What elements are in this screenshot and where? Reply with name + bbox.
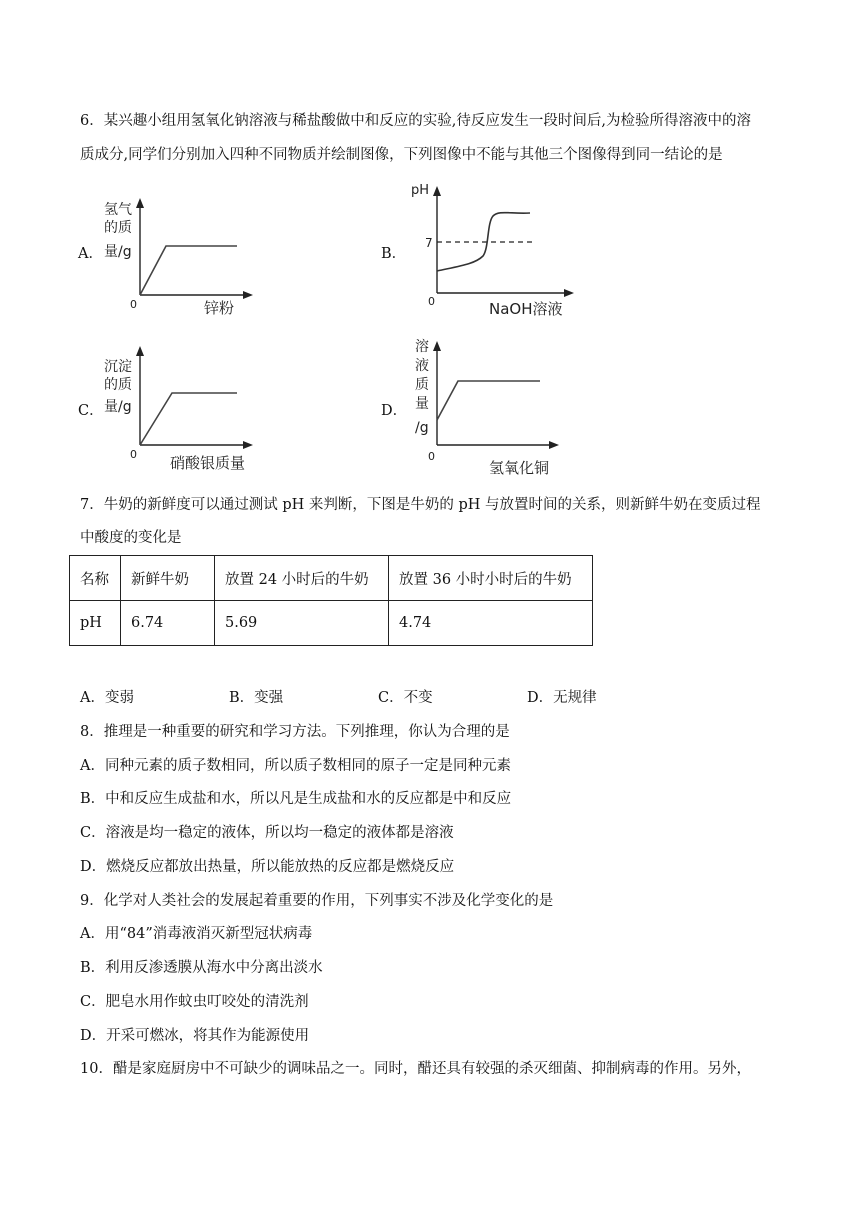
chart-d-ylabel-4: 量 bbox=[415, 396, 429, 412]
q9-option-c: C．肥皂水用作蚊虫叮咬处的清洗剂 bbox=[80, 994, 309, 1010]
table-cell: 放置 24 小时后的牛奶 bbox=[215, 556, 389, 601]
chart-a-origin: 0 bbox=[130, 298, 137, 311]
chart-b-y-arrow bbox=[433, 186, 441, 196]
table-header-row bbox=[70, 556, 593, 601]
chart-a-ylabel-2: 的质 bbox=[104, 220, 132, 236]
q7-option-d: D．无规律 bbox=[527, 690, 597, 706]
q8-option-d: D．燃烧反应都放出热量，所以能放热的反应都是燃烧反应 bbox=[80, 859, 455, 875]
chart-c bbox=[100, 340, 260, 475]
q8-option-b: B．中和反应生成盐和水，所以凡是生成盐和水的反应都是中和反应 bbox=[80, 791, 512, 807]
chart-d-curve bbox=[437, 381, 540, 420]
q6-stem-line1: 6．某兴趣小组用氢氧化钠溶液与稀盐酸做中和反应的实验,待反应发生一段时间后,为检验所得溶液中的溶 bbox=[80, 113, 751, 129]
chart-b-origin: 0 bbox=[428, 295, 435, 308]
chart-d-origin: 0 bbox=[428, 450, 435, 463]
q7-option-c: C．不变 bbox=[378, 690, 433, 706]
option-a-label: A． bbox=[78, 246, 103, 262]
q7-ph-table bbox=[69, 555, 593, 646]
chart-a bbox=[100, 195, 260, 320]
chart-c-xlabel: 硝酸银质量 bbox=[170, 454, 246, 472]
chart-b-ylabel: pH bbox=[411, 183, 430, 198]
table-cell: 放置 36 小时小时后的牛奶 bbox=[389, 556, 593, 601]
q9-option-b: B．利用反渗透膜从海水中分离出淡水 bbox=[80, 960, 323, 976]
q8-option-a: A．同种元素的质子数相同，所以质子数相同的原子一定是同种元素 bbox=[80, 758, 511, 774]
chart-c-ylabel-1: 沉淀 bbox=[104, 359, 132, 375]
table-cell: 名称 bbox=[70, 556, 121, 601]
option-d-label: D． bbox=[381, 403, 408, 419]
q6-stem-line2: 质成分,同学们分别加入四种不同物质并绘制图像，下列图像中不能与其他三个图像得到同一结论的是 bbox=[80, 147, 723, 163]
chart-c-origin: 0 bbox=[130, 448, 137, 461]
table-cell: 新鲜牛奶 bbox=[121, 556, 215, 601]
chart-b bbox=[405, 178, 580, 320]
chart-a-ylabel-3: 量/g bbox=[104, 244, 132, 260]
chart-d-ylabel-3: 质 bbox=[415, 377, 429, 393]
q8-stem: 8．推理是一种重要的研究和学习方法。下列推理，你认为合理的是 bbox=[80, 724, 510, 740]
q7-stem-line1: 7．牛奶的新鲜度可以通过测试 pH 来判断，下图是牛奶的 pH 与放置时间的关系，则新鲜牛奶在变质过程 bbox=[80, 497, 761, 513]
chart-c-ylabel-3: 量/g bbox=[104, 399, 132, 415]
q10-stem-line1: 10．醋是家庭厨房中不可缺少的调味品之一。同时，醋还具有较强的杀灭细菌、抑制病毒的作用。另外， bbox=[80, 1061, 751, 1077]
chart-c-curve bbox=[140, 393, 237, 445]
q9-stem: 9．化学对人类社会的发展起着重要的作用，下列事实不涉及化学变化的是 bbox=[80, 893, 554, 909]
chart-a-curve bbox=[140, 246, 237, 295]
option-b-label: B． bbox=[381, 246, 407, 262]
chart-d-xlabel: 氢氧化铜 bbox=[489, 459, 550, 477]
q8-option-c: C．溶液是均一稳定的液体，所以均一稳定的液体都是溶液 bbox=[80, 825, 454, 841]
chart-d-ylabel-1: 溶 bbox=[415, 339, 429, 355]
chart-a-x-arrow bbox=[243, 291, 253, 299]
chart-a-y-arrow bbox=[136, 198, 144, 208]
q7-option-b: B．变强 bbox=[229, 690, 284, 706]
table-cell: 6.74 bbox=[121, 601, 215, 646]
table-cell: pH bbox=[70, 601, 121, 646]
chart-d-x-arrow bbox=[549, 441, 559, 449]
table-cell: 4.74 bbox=[389, 601, 593, 646]
chart-c-ylabel-2: 的质 bbox=[104, 377, 132, 393]
table-cell: 5.69 bbox=[215, 601, 389, 646]
chart-b-xlabel: NaOH溶液 bbox=[489, 300, 563, 318]
chart-c-y-arrow bbox=[136, 346, 144, 356]
chart-c-x-arrow bbox=[243, 441, 253, 449]
q9-option-d: D．开采可燃冰，将其作为能源使用 bbox=[80, 1028, 310, 1044]
q7-stem-line2: 中酸度的变化是 bbox=[80, 530, 182, 546]
q7-option-a: A．变弱 bbox=[80, 690, 134, 706]
chart-d-y-arrow bbox=[433, 341, 441, 351]
chart-a-xlabel: 锌粉 bbox=[204, 299, 235, 317]
q9-option-a: A．用“84”消毒液消灭新型冠状病毒 bbox=[80, 926, 313, 942]
option-c-label: C． bbox=[78, 403, 104, 419]
chart-b-ref-tick: 7 bbox=[425, 236, 433, 250]
chart-d bbox=[405, 333, 575, 478]
chart-b-x-arrow bbox=[564, 289, 574, 297]
table-row bbox=[70, 601, 593, 646]
chart-a-ylabel-1: 氢气 bbox=[104, 202, 132, 218]
chart-d-ylabel-2: 液 bbox=[415, 358, 429, 374]
chart-d-ylabel-5: /g bbox=[415, 420, 429, 436]
